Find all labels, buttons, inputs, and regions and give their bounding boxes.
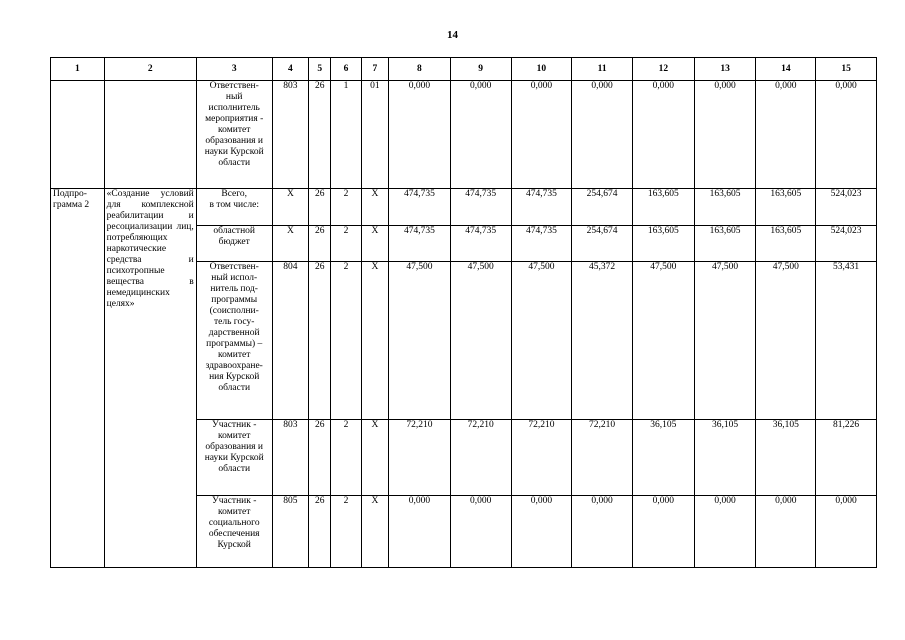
value-cell: 0,000 — [450, 81, 511, 189]
value-cell: 524,023 — [816, 189, 877, 226]
grbs-cell: 804 — [272, 262, 308, 420]
value-cell: 0,000 — [572, 496, 633, 568]
value-cell: 0,000 — [450, 496, 511, 568]
csr-cell: Х — [361, 262, 388, 420]
value-cell: 254,674 — [572, 226, 633, 262]
responsible-cell: областной бюджет — [196, 226, 272, 262]
col-header: 11 — [572, 58, 633, 81]
value-cell: 0,000 — [694, 496, 756, 568]
value-cell: 47,500 — [450, 262, 511, 420]
col-header: 4 — [272, 58, 308, 81]
col-header: 10 — [511, 58, 572, 81]
rz-cell: 26 — [309, 496, 331, 568]
rz-cell: 26 — [309, 189, 331, 226]
col-header: 13 — [694, 58, 756, 81]
responsible-cell: Участник - комитет социального обеспечения Курской — [196, 496, 272, 568]
value-cell: 0,000 — [572, 81, 633, 189]
pr-cell: 2 — [331, 262, 361, 420]
subprogram-cell: Подпро- грамма 2 — [51, 189, 105, 568]
pr-cell: 2 — [331, 226, 361, 262]
value-cell: 47,500 — [694, 262, 756, 420]
col-header: 7 — [361, 58, 388, 81]
responsible-cell: Ответствен- ный исполнитель мероприятия - комитет образования и науки Курской области — [196, 81, 272, 189]
responsible-cell: Всего, в том числе: — [196, 189, 272, 226]
value-cell: 47,500 — [389, 262, 451, 420]
responsible-cell: Ответствен- ный испол- нитель под- программы (соисполни- тель госу- дарственной программы) – комитет здравоохране- ния Курской области — [196, 262, 272, 420]
col-header: 9 — [450, 58, 511, 81]
pr-cell: 2 — [331, 420, 361, 496]
pr-cell: 1 — [331, 81, 361, 189]
value-cell: 0,000 — [756, 496, 816, 568]
col-header: 6 — [331, 58, 361, 81]
value-cell: 47,500 — [756, 262, 816, 420]
csr-cell: 01 — [361, 81, 388, 189]
value-cell: 163,605 — [632, 226, 694, 262]
col-header: 2 — [104, 58, 196, 81]
col-header: 3 — [196, 58, 272, 81]
value-cell: 36,105 — [694, 420, 756, 496]
value-cell: 72,210 — [450, 420, 511, 496]
value-cell: 163,605 — [756, 189, 816, 226]
csr-cell: Х — [361, 226, 388, 262]
table-row — [51, 81, 877, 189]
grbs-cell: 803 — [272, 420, 308, 496]
budget-table — [50, 57, 877, 568]
name-cell — [104, 81, 196, 189]
value-cell: 0,000 — [816, 496, 877, 568]
col-header: 15 — [816, 58, 877, 81]
value-cell: 163,605 — [694, 189, 756, 226]
grbs-cell: 803 — [272, 81, 308, 189]
grbs-cell: 805 — [272, 496, 308, 568]
rz-cell: 26 — [309, 226, 331, 262]
rz-cell: 26 — [309, 262, 331, 420]
responsible-cell: Участник - комитет образования и науки Курской области — [196, 420, 272, 496]
value-cell: 0,000 — [756, 81, 816, 189]
header-row — [51, 58, 877, 81]
value-cell: 0,000 — [632, 496, 694, 568]
page-number: 14 — [447, 29, 458, 41]
col-header: 5 — [309, 58, 331, 81]
csr-cell: Х — [361, 496, 388, 568]
value-cell: 163,605 — [632, 189, 694, 226]
value-cell: 0,000 — [389, 496, 451, 568]
col-header: 8 — [389, 58, 451, 81]
pr-cell: 2 — [331, 189, 361, 226]
table-row — [51, 189, 877, 226]
col-header: 14 — [756, 58, 816, 81]
value-cell: 36,105 — [756, 420, 816, 496]
value-cell: 474,735 — [389, 189, 451, 226]
value-cell: 53,431 — [816, 262, 877, 420]
rz-cell: 26 — [309, 81, 331, 189]
value-cell: 163,605 — [694, 226, 756, 262]
csr-cell: Х — [361, 189, 388, 226]
value-cell: 474,735 — [511, 189, 572, 226]
subprogram-cell — [51, 81, 105, 189]
value-cell: 0,000 — [389, 81, 451, 189]
value-cell: 72,210 — [389, 420, 451, 496]
value-cell: 72,210 — [572, 420, 633, 496]
value-cell: 0,000 — [511, 81, 572, 189]
grbs-cell: Х — [272, 189, 308, 226]
rz-cell: 26 — [309, 420, 331, 496]
col-header: 1 — [51, 58, 105, 81]
value-cell: 47,500 — [632, 262, 694, 420]
name-cell: «Создание условий для комплексной реабилитации и ресоциализации лиц, потребляющих наркотические средства и психотропные вещества в немедицинских целях» — [104, 189, 196, 568]
pr-cell: 2 — [331, 496, 361, 568]
grbs-cell: Х — [272, 226, 308, 262]
value-cell: 474,735 — [450, 226, 511, 262]
value-cell: 474,735 — [511, 226, 572, 262]
col-header: 12 — [632, 58, 694, 81]
value-cell: 45,372 — [572, 262, 633, 420]
value-cell: 474,735 — [389, 226, 451, 262]
value-cell: 0,000 — [511, 496, 572, 568]
value-cell: 474,735 — [450, 189, 511, 226]
value-cell: 163,605 — [756, 226, 816, 262]
value-cell: 254,674 — [572, 189, 633, 226]
value-cell: 524,023 — [816, 226, 877, 262]
value-cell: 47,500 — [511, 262, 572, 420]
value-cell: 0,000 — [632, 81, 694, 189]
csr-cell: Х — [361, 420, 388, 496]
value-cell: 36,105 — [632, 420, 694, 496]
value-cell: 0,000 — [816, 81, 877, 189]
value-cell: 72,210 — [511, 420, 572, 496]
value-cell: 81,226 — [816, 420, 877, 496]
value-cell: 0,000 — [694, 81, 756, 189]
